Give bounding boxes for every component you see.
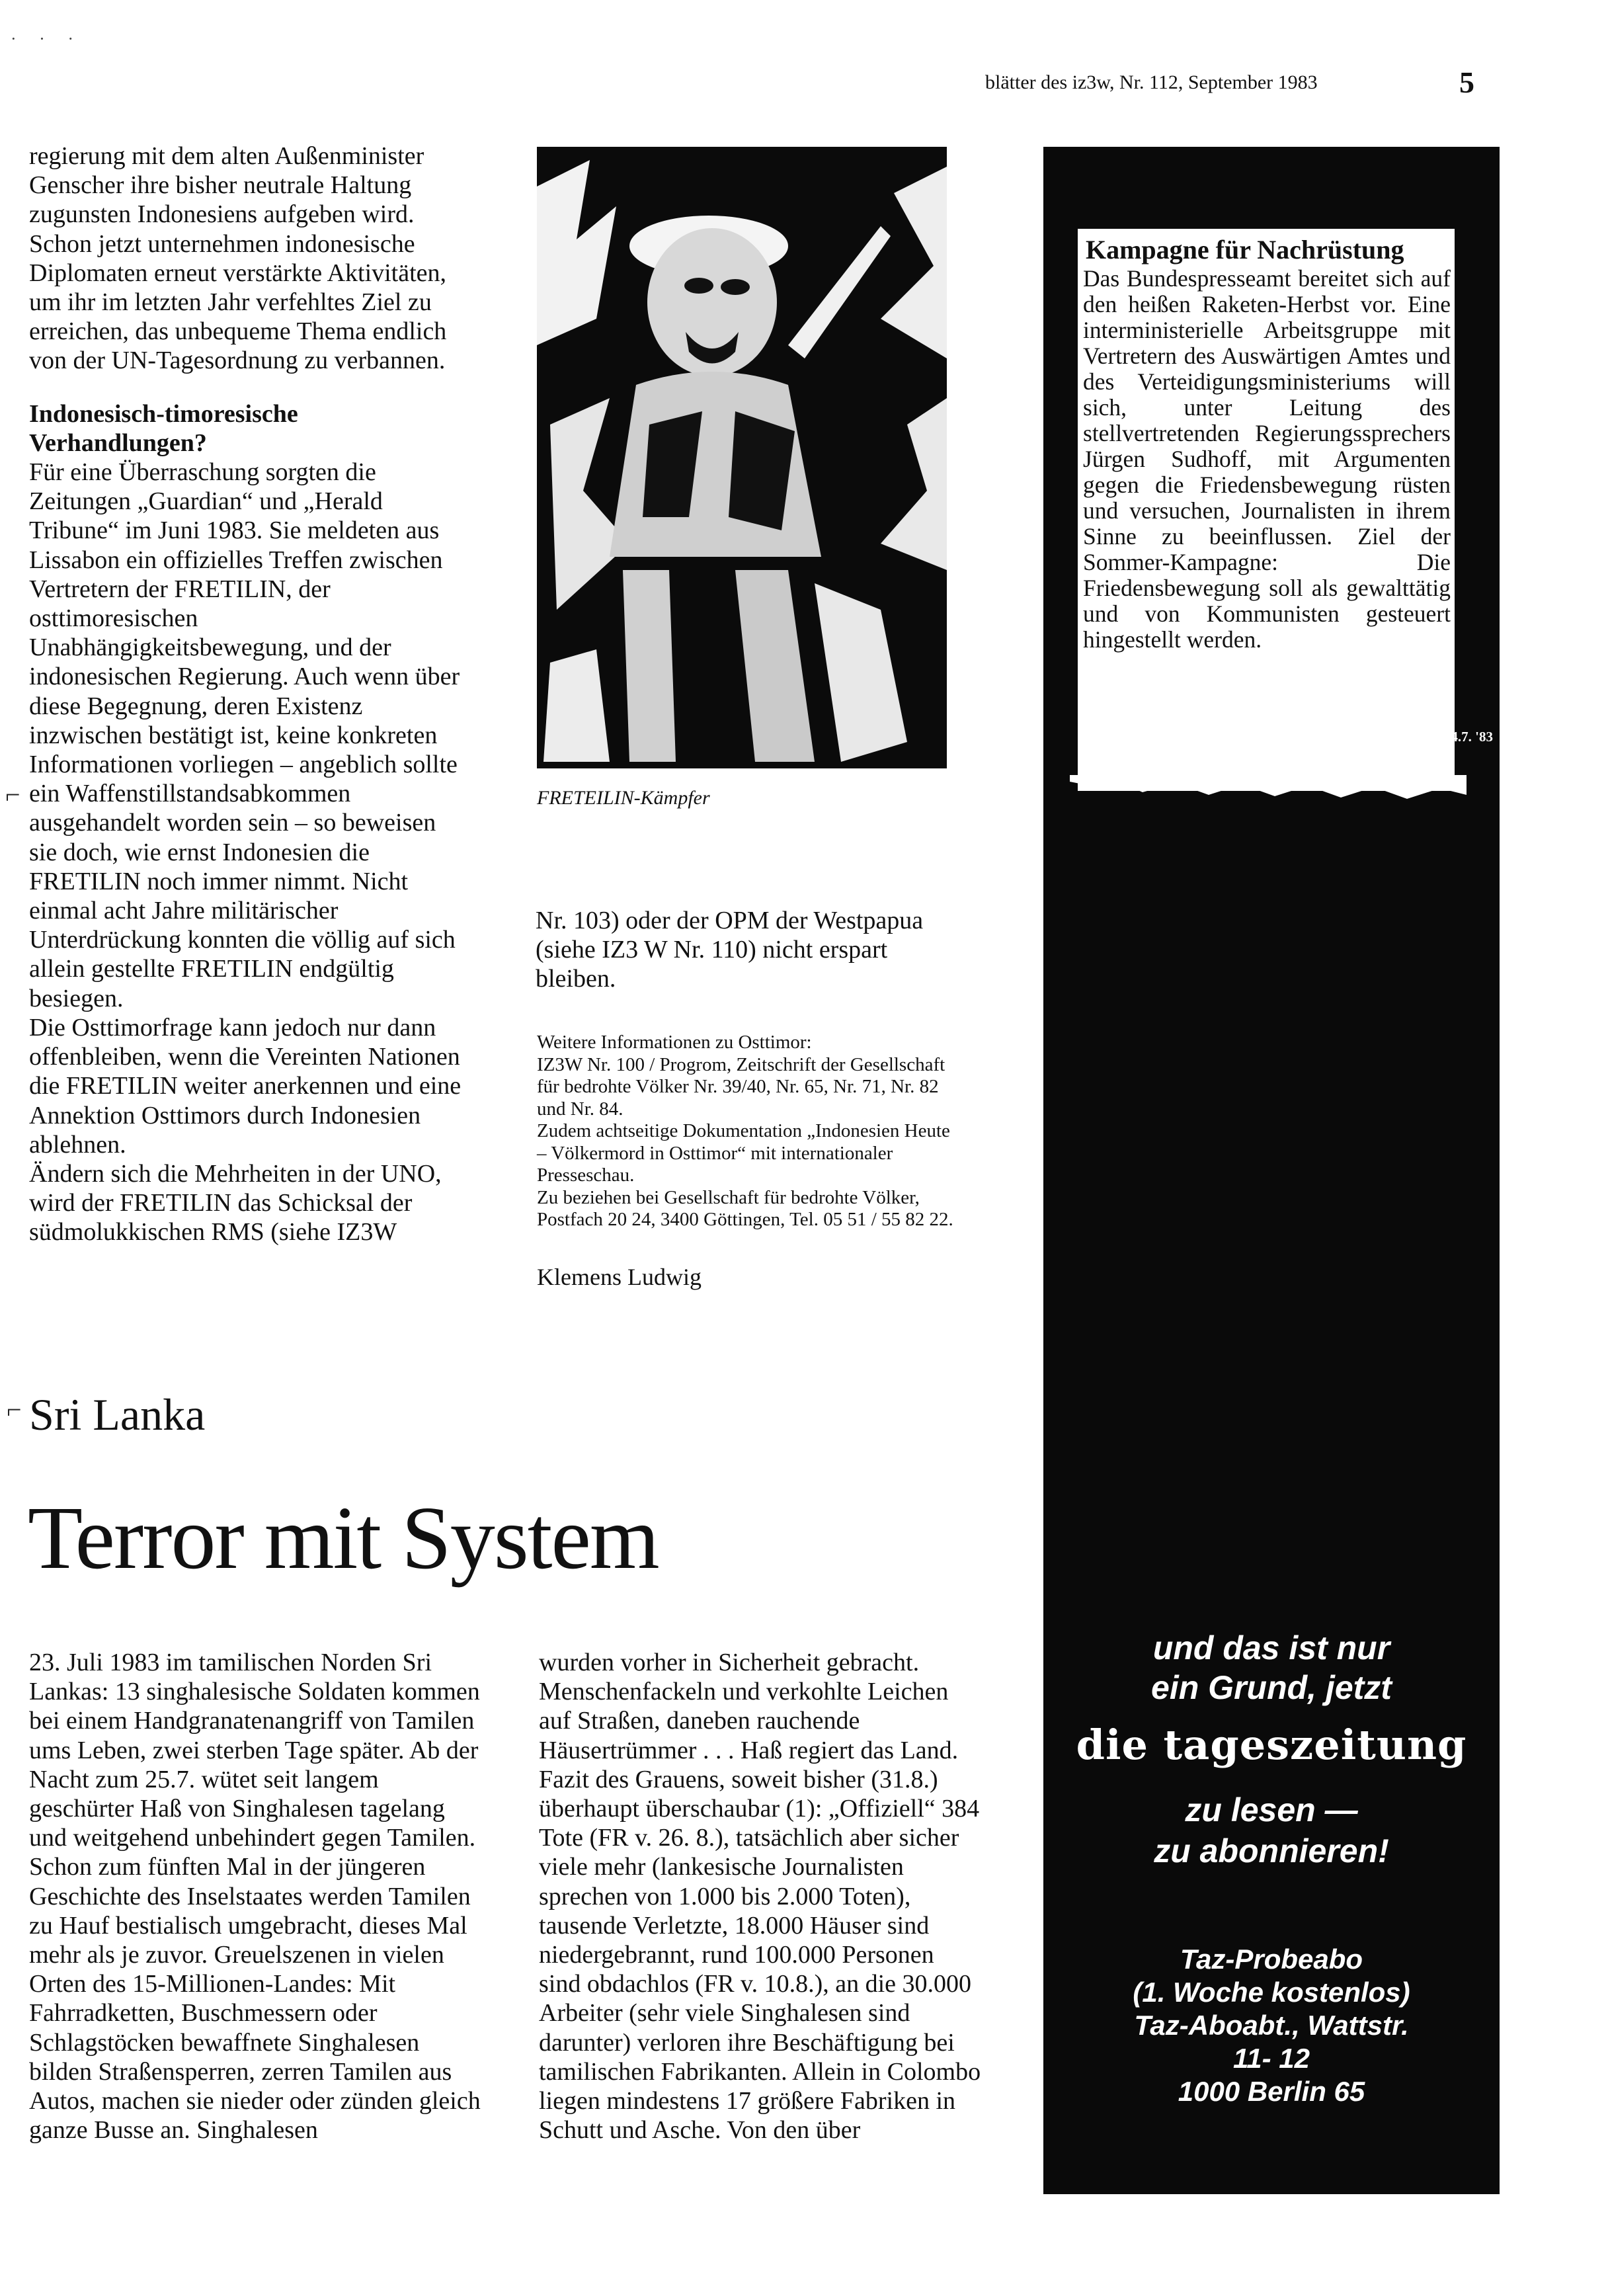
promo-line: und das ist nur	[1152, 1629, 1390, 1666]
advertisement-panel	[1043, 147, 1500, 2194]
abo-line: (1. Woche kostenlos)	[1133, 1977, 1410, 2008]
taz-subscription-address	[1043, 1943, 1500, 2108]
abo-line: 11- 12	[1233, 2043, 1310, 2074]
corner-dots: · · ·	[11, 29, 83, 48]
margin-mark: ⌐	[7, 1395, 22, 1424]
further-information-box	[537, 1032, 960, 1231]
paragraph: regierung mit dem alten Außenminister Genscher ihre bisher neutrale Haltung zugunsten Indonesiens aufgeben wird. Schon jetzt unternehmen indonesische Diplomaten erneut verstärkte Aktivitäten, um ihr im letzten Jahr verfehltes Ziel zu erreichen, das unbequeme Thema endlich von der UN-Tagesordnung zu verbannen.	[29, 142, 447, 375]
promo-line: zu abonnieren!	[1154, 1832, 1389, 1869]
info-line: Weitere Informationen zu Osttimor:	[537, 1032, 812, 1053]
taz-title: die tageszeitung	[1076, 1721, 1467, 1769]
header-text: blätter des iz3w, Nr. 112, September 1983	[985, 71, 1318, 93]
taz-promo-text	[1043, 1628, 1500, 1707]
article2-column-1	[29, 1648, 485, 2145]
abo-line: 1000 Berlin 65	[1178, 2076, 1365, 2107]
article-headline: Terror mit System	[28, 1489, 659, 1588]
paragraph: Ändern sich die Mehrheiten in der UNO, wird der FRETILIN das Schicksal der südmolukkischen RMS (siehe IZ3W	[29, 1159, 442, 1247]
quote-source: aus: Spiegel Nr. 27, 4.7. '83	[1334, 729, 1493, 745]
abo-line: Taz-Aboabt., Wattstr.	[1134, 2010, 1409, 2041]
photo-caption: FRETEILIN-Kämpfer	[537, 787, 710, 809]
info-line: Zudem achtseitige Dokumentation „Indonesien Heute – Völkermord in Osttimor“ mit internationaler Presseschau.	[537, 1120, 950, 1186]
quote-body: Das Bundespresseamt bereitet sich auf den heißen Raketen-Herbst vor. Eine interministerielle Arbeitsgruppe mit Vertretern des Auswärtigen Amtes und des Verteidigungsministeriums will sich, unter Leitung des stellvertretenden Regierungssprechers Jürgen Sudhoff, mit Argumenten gegen die Friedensbewegung rüsten und versuchen, Journalisten in ihrem Sinne zu beeinflussen. Ziel der Sommer-Kampagne: Die Friedensbewegung soll als gewalttätig und von Kommunisten gesteuert hingestellt werden.	[1083, 265, 1451, 653]
torn-paper-edge	[1070, 775, 1467, 821]
paragraph: Die Osttimorfrage kann jedoch nur dann offenbleiben, wenn die Vereinten Nationen die FRETILIN weiter anerkennen und eine Annektion Osttimors durch Indonesien ablehnen.	[29, 1013, 462, 1159]
paragraph: Fazit des Grauens, soweit bisher (31.8.) überhaupt überschaubar (1): „Offiziell“ 384 Tote (FR v. 26. 8.), tatsächlich aber sicher viele mehr (lankesische Journalisten sprechen von 1.000 bis 2.000 Toten), tausende Verletzte, 18.000 Häuser sind niedergebrannt, rund 100.000 Personen sind obdachlos (FR v. 10.8.), an die 30.000 Arbeiter (sehr viele Singhalesen sind darunter) verloren ihre Beschäftigung bei tamilischen Fabrikanten. Allein in Colombo liegen mindestens 17 größere Fabriken in Schutt und Asche. Von den über	[539, 1765, 981, 2145]
paragraph: wurden vorher in Sicherheit gebracht. Menschenfackeln und verkohlte Leichen auf Straßen, daneben rauchende Häusertrümmer . . . Haß regiert das Land.	[539, 1649, 959, 1764]
author-byline: Klemens Ludwig	[537, 1264, 702, 1290]
article1-column-1	[29, 142, 465, 1247]
fighter-photo	[537, 147, 947, 768]
article1-column-2	[536, 906, 952, 994]
info-line: Zu beziehen bei Gesellschaft für bedrohte Völker, Postfach 20 24, 3400 Göttingen, Tel. 05 51 / 55 82 22.	[537, 1186, 953, 1230]
page-number: 5	[1459, 65, 1474, 99]
article2-column-2	[539, 1648, 982, 2145]
info-line: IZ3W Nr. 100 / Progrom, Zeitschrift der Gesellschaft für bedrohte Völker Nr. 39/40, Nr. 65, Nr. 71, Nr. 82 und Nr. 84.	[537, 1053, 945, 1120]
taz-promo-text	[1043, 1789, 1500, 1871]
section-rubric: Sri Lanka	[29, 1389, 206, 1440]
subheading: Indonesisch-timoresische Verhandlungen?	[29, 399, 298, 457]
quote-box	[1078, 229, 1455, 791]
paragraph: Für eine Überraschung sorgten die Zeitungen „Guardian“ und „Herald Tribune“ im Juni 1983. Sie meldeten aus Lissabon ein offizielles Treffen zwischen Vertretern der FRETILIN, der osttimoresischen Unabhängigkeitsbewegung, und der indonesischen Regierung. Auch wenn über diese Begegnung, deren Existenz inzwischen bestätigt ist, keine konkreten Informationen vorliegen – angeblich sollte ein Waffenstillstandsabkommen ausgehandelt worden sein – so beweisen sie doch, wie ernst Indonesien die FRETILIN noch immer nimmt. Nicht einmal acht Jahre militärischer Unterdrückung konnten die völlig auf sich allein gestellte FRETILIN endgültig besiegen.	[29, 458, 460, 1012]
abo-line: Taz-Probeabo	[1180, 1944, 1363, 1975]
paragraph: 23. Juli 1983 im tamilischen Norden Sri Lankas: 13 singhalesische Soldaten kommen bei einem Handgranatenangriff von Tamilen ums Leben, zwei sterben Tage später. Ab der Nacht zum 25.7. wütet seit langem geschürter Haß von Singhalesen tagelang und weitgehend unbehindert gegen Tamilen. Schon zum fünften Mal in der jüngeren Geschichte des Inselstaates werden Tamilen zu Hauf bestialisch umgebracht, dieses Mal mehr als je zuvor. Greuelszenen in vielen Orten des 15-Millionen-Landes: Mit Fahrradketten, Buschmessern oder Schlagstöcken bewaffnete Singhalesen bilden Straßensperren, zerren Tamilen aus Autos, machen sie nieder oder zünden gleich ganze Busse an. Singhalesen	[29, 1649, 481, 2145]
margin-mark: ⌐	[5, 780, 20, 809]
paragraph: Nr. 103) oder der OPM der Westpapua (siehe IZ3 W Nr. 110) nicht erspart bleiben.	[536, 907, 924, 993]
fighter-silhouette-graphic	[537, 147, 947, 768]
promo-line: zu lesen —	[1185, 1791, 1358, 1828]
page-header	[985, 65, 1474, 104]
quote-title: Kampagne für Nachrüstung	[1086, 235, 1404, 265]
promo-line: ein Grund, jetzt	[1151, 1669, 1392, 1706]
